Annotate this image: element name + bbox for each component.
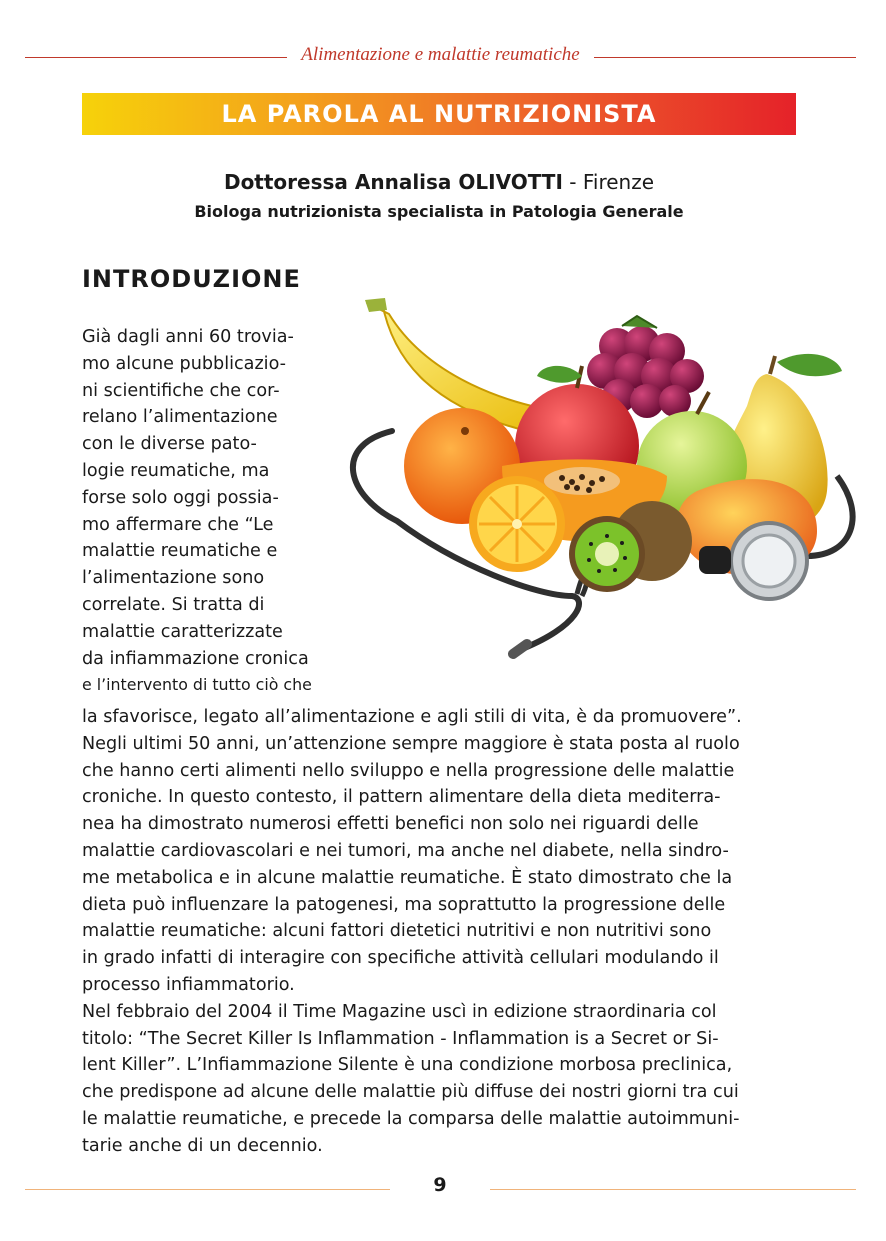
text-line: che predispone ad alcune delle malattie più diffuse dei nostri giorni tra cui	[82, 1082, 739, 1103]
text-line: con le diverse pato-	[82, 434, 257, 455]
text-line: croniche. In questo contesto, il pattern alimentare della dieta mediterra-	[82, 787, 721, 808]
text-line: in grado infatti di interagire con specifiche attività cellulari modulando il	[82, 948, 719, 969]
text-line: titolo: “The Secret Killer Is Inflammation - Inflammation is a Secret or Si-	[82, 1028, 719, 1049]
text-line: mo affermare che “Le	[82, 514, 274, 535]
text-line: ni scientifiche che cor-	[82, 380, 280, 401]
section-banner	[82, 93, 796, 135]
header-rule-left	[25, 57, 287, 58]
text-line: malattie reumatiche: alcuni fattori dietetici nutritivi e non nutritivi sono	[82, 921, 712, 942]
intro-narrow-column	[82, 324, 312, 699]
text-line: lent Killer”. L’Infiammazione Silente è una condizione morbosa preclinica,	[82, 1055, 733, 1076]
text-line: nea ha dimostrato numerosi effetti benefici non solo nei riguardi delle	[82, 814, 699, 835]
text-line: e l’intervento di tutto ciò che	[82, 675, 312, 695]
text-line: malattie caratterizzate	[82, 621, 283, 642]
author-line	[82, 170, 796, 194]
text-line: la sfavorisce, legato all’alimentazione e agli stili di vita, è da promuovere”.	[82, 707, 742, 727]
author-city: - Firenze	[569, 170, 655, 194]
page-number: 9	[433, 1174, 447, 1196]
text-line: le malattie reumatiche, e precede la comparsa delle malattie autoimmuni-	[82, 1108, 740, 1129]
section-title: INTRODUZIONE	[82, 265, 301, 293]
text-line: forse solo oggi possia-	[82, 487, 279, 508]
header-rule-right	[594, 57, 856, 58]
text-line: da infiammazione cronica	[82, 648, 309, 669]
text-line: me metabolica e in alcune malattie reumatiche. È stato dimostrato che la	[82, 867, 733, 888]
fruit-and-stethoscope-illustration	[337, 296, 857, 666]
text-line: correlate. Si tratta di	[82, 594, 265, 615]
text-line: che hanno certi alimenti nello sviluppo e nella progressione delle malattie	[82, 760, 735, 781]
banner-title: LA PAROLA AL NUTRIZIONISTA	[221, 100, 657, 128]
text-line: processo infiammatorio.	[82, 974, 295, 995]
text-line: dieta può influenzare la patogenesi, ma soprattutto la progressione delle	[82, 894, 726, 915]
text-line: malattie reumatiche e	[82, 541, 278, 562]
text-line: Negli ultimi 50 anni, un’attenzione sempre maggiore è stata posta al ruolo	[82, 733, 740, 754]
text-line: Già dagli anni 60 trovia-	[82, 327, 294, 347]
author-role: Biologa nutrizionista specialista in Patologia Generale	[194, 202, 684, 221]
footer-rule-right	[490, 1189, 856, 1190]
author-name: Dottoressa Annalisa OLIVOTTI	[223, 170, 563, 194]
text-line: l’alimentazione sono	[82, 568, 265, 589]
running-header: Alimentazione e malattie reumatiche	[301, 44, 580, 65]
text-line: Nel febbraio del 2004 il Time Magazine uscì in edizione straordinaria col	[82, 1001, 717, 1022]
text-line: tarie anche di un decennio.	[82, 1135, 323, 1156]
text-line: malattie cardiovascolari e nei tumori, ma anche nel diabete, nella sindro-	[82, 840, 729, 861]
text-line: logie reumatiche, ma	[82, 460, 270, 481]
text-line: relano l’alimentazione	[82, 407, 278, 428]
intro-full-column	[82, 704, 796, 1160]
text-line: mo alcune pubblicazio-	[82, 353, 287, 374]
footer-rule-left	[25, 1189, 390, 1190]
